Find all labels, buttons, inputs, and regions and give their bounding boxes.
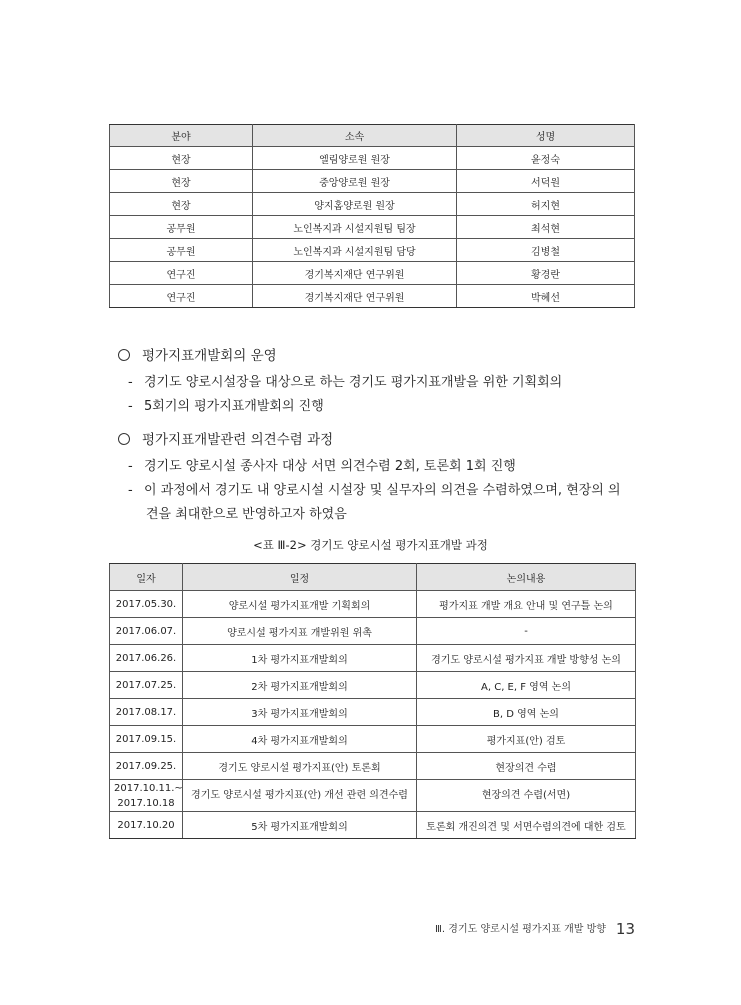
table-cell: 3차 평가지표개발회의: [183, 699, 417, 726]
date-line: 2017.10.18: [117, 797, 175, 809]
table-cell: 양로시설 평가지표개발 기획회의: [183, 591, 417, 618]
table-cell: [110, 780, 183, 812]
table-cell: 허지현: [457, 193, 635, 216]
section-title: 평가지표개발관련 의견수렴 과정: [142, 432, 334, 448]
table-cell: 황경란: [457, 262, 635, 285]
table-cell: 평가지표 개발 개요 안내 및 연구틀 논의: [417, 591, 636, 618]
column-header: 일정: [183, 564, 417, 591]
circle-bullet-icon: [118, 349, 130, 361]
table-row: [110, 285, 635, 308]
table-row: [110, 726, 636, 753]
table-cell: 양지홈양로원 원장: [253, 193, 457, 216]
list-item-continuation: 견을 최대한으로 반영하고자 하였음: [146, 507, 347, 522]
table-row: [110, 753, 636, 780]
table-cell: 현장: [110, 170, 253, 193]
table-row: [110, 193, 635, 216]
page-footer: [435, 920, 635, 938]
table-cell: 2017.06.07.: [110, 618, 183, 645]
table-cell: 경기도 양로시설 평가지표 개발 방향성 논의: [417, 645, 636, 672]
dash-bullet-icon: -: [128, 483, 133, 498]
table-cell: 토론회 개진의견 및 서면수렴의견에 대한 검토: [417, 812, 636, 839]
table-cell: 2017.08.17.: [110, 699, 183, 726]
table-row: [110, 812, 636, 839]
table-cell: 최석현: [457, 216, 635, 239]
table-cell: 노인복지과 시설지원팀 담당: [253, 239, 457, 262]
table-row: [110, 645, 636, 672]
table-cell: -: [417, 618, 636, 645]
column-header: 성명: [457, 125, 635, 147]
dash-bullet-icon: -: [128, 375, 133, 390]
table-cell: 현장: [110, 193, 253, 216]
table-cell: 5차 평가지표개발회의: [183, 812, 417, 839]
list-item-text: 경기도 양로시설장을 대상으로 하는 경기도 평가지표개발을 위한 기획회의: [144, 375, 563, 390]
list-item: [128, 455, 516, 474]
table-cell: 경기도 양로시설 평가지표(안) 토론회: [183, 753, 417, 780]
dash-bullet-icon: -: [128, 459, 133, 474]
column-header: 논의내용: [417, 564, 636, 591]
table-cell: 경기도 양로시설 평가지표(안) 개선 관련 의견수렴: [183, 780, 417, 812]
table-cell: 공무원: [110, 239, 253, 262]
table-caption: <표 Ⅲ-2> 경기도 양로시설 평가지표개발 과정: [253, 538, 488, 552]
list-item: [128, 479, 621, 498]
table-cell: 2차 평가지표개발회의: [183, 672, 417, 699]
table-cell: 연구진: [110, 285, 253, 308]
table-cell: 1차 평가지표개발회의: [183, 645, 417, 672]
table-cell: 경기복지재단 연구위원: [253, 262, 457, 285]
list-item-text: 경기도 양로시설 종사자 대상 서면 의견수렴 2회, 토론회 1회 진행: [144, 459, 516, 474]
table-row: [110, 672, 636, 699]
section-heading-meeting: [118, 344, 277, 364]
table-header-row: [110, 125, 635, 147]
table-cell: 2017.10.20: [110, 812, 183, 839]
table-cell: 평가지표(안) 검토: [417, 726, 636, 753]
list-item: [128, 395, 324, 414]
list-item: [128, 371, 562, 390]
table-cell: 서덕원: [457, 170, 635, 193]
table-cell: 박혜선: [457, 285, 635, 308]
table-row: [110, 239, 635, 262]
table-cell: 중앙양로원 원장: [253, 170, 457, 193]
table-cell: 2017.09.25.: [110, 753, 183, 780]
process-table: [109, 563, 636, 839]
page-number: 13: [615, 920, 635, 938]
table-cell: 공무원: [110, 216, 253, 239]
table-row: [110, 699, 636, 726]
table-cell: A, C, E, F 영역 논의: [417, 672, 636, 699]
list-item-text: 5회기의 평가지표개발회의 진행: [144, 399, 324, 414]
members-table: [109, 124, 635, 308]
table-row: [110, 262, 635, 285]
section-title: 평가지표개발회의 운영: [142, 348, 277, 364]
table-row: [110, 618, 636, 645]
table-cell: 2017.06.26.: [110, 645, 183, 672]
table-cell: 현장의견 수렴(서면): [417, 780, 636, 812]
table-row: [110, 216, 635, 239]
table-row: [110, 780, 636, 812]
table-cell: 2017.07.25.: [110, 672, 183, 699]
table-cell: 노인복지과 시설지원팀 팀장: [253, 216, 457, 239]
column-header: 일자: [110, 564, 183, 591]
column-header: 소속: [253, 125, 457, 147]
table-cell: 김병철: [457, 239, 635, 262]
section-heading-feedback: [118, 428, 333, 448]
table-row: [110, 591, 636, 618]
table-cell: 경기복지재단 연구위원: [253, 285, 457, 308]
date-line: 2017.10.11.~: [114, 782, 183, 794]
table-cell: 엘림양로원 원장: [253, 147, 457, 170]
list-item-text: 이 과정에서 경기도 내 양로시설 시설장 및 실무자의 의견을 수렴하였으며, 현장의 의: [144, 483, 621, 498]
table-cell: 현장: [110, 147, 253, 170]
table-cell: 윤정숙: [457, 147, 635, 170]
table-cell: 현장의견 수렴: [417, 753, 636, 780]
footer-chapter-title: Ⅲ. 경기도 양로시설 평가지표 개발 방향: [435, 924, 606, 935]
table-cell: 2017.09.15.: [110, 726, 183, 753]
table-row: [110, 170, 635, 193]
table-header-row: [110, 564, 636, 591]
table-cell: 양로시설 평가지표 개발위원 위촉: [183, 618, 417, 645]
table-row: [110, 147, 635, 170]
dash-bullet-icon: -: [128, 399, 133, 414]
table-cell: 2017.05.30.: [110, 591, 183, 618]
column-header: 분야: [110, 125, 253, 147]
table-cell: 연구진: [110, 262, 253, 285]
table-cell: B, D 영역 논의: [417, 699, 636, 726]
circle-bullet-icon: [118, 433, 130, 445]
table-cell: 4차 평가지표개발회의: [183, 726, 417, 753]
